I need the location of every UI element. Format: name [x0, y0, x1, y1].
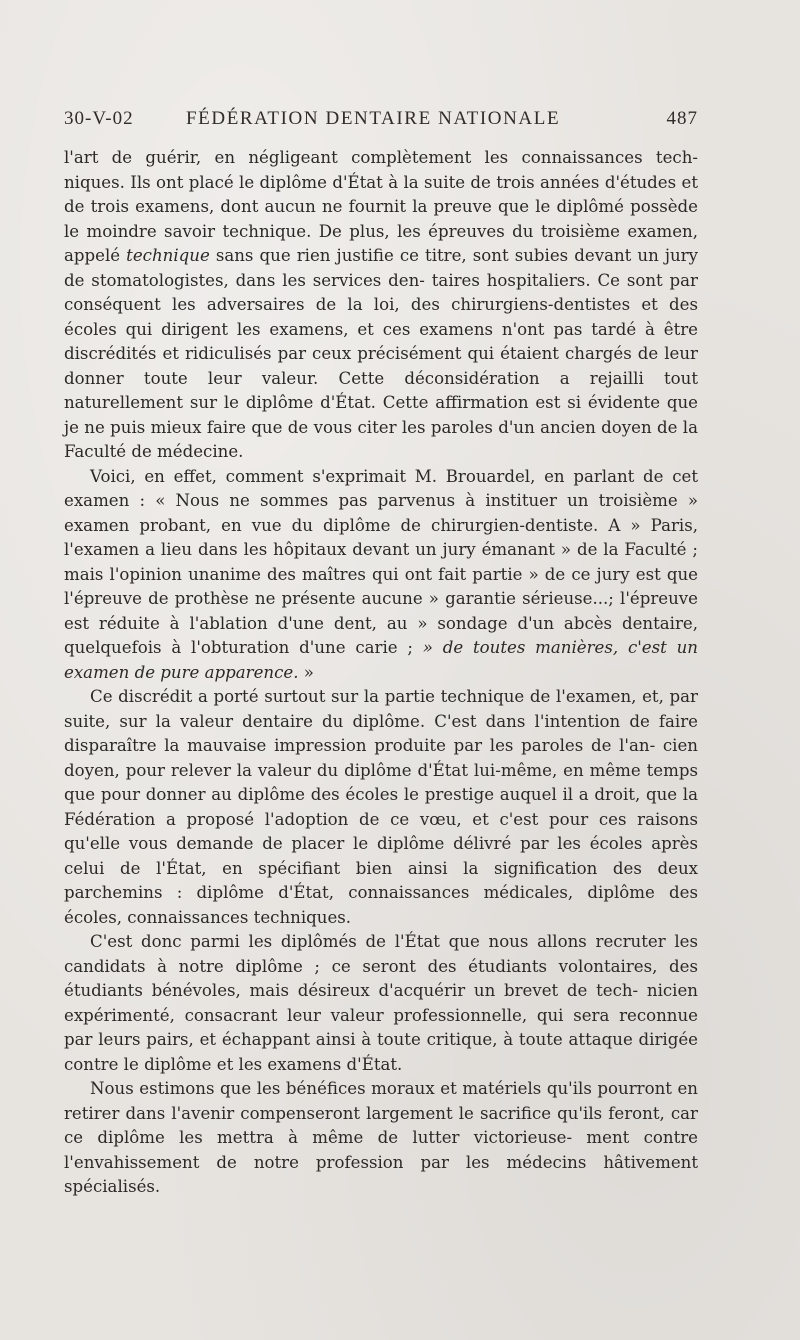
paragraph-3: Ce discrédit a porté surtout sur la partie technique de l'examen, et, par suite, sur la valeur dentaire du diplôme. C'est dans l'intention de faire disparaître la mauvaise impression produite par les paroles de l'an- cien doyen, pour relever la valeur du diplôme d'État lui-même, en même temps que pour donner au diplôme des écoles le prestige auquel il a droit, que la Fédération a proposé l'adoption de ce vœu, et c'est pour ces raisons qu'elle vous demande de placer le diplôme délivré par les écoles après celui de l'État, en spécifiant bien ainsi la signification des deux parchemins : diplôme d'État, connaissances médicales, diplôme des écoles, connaissances techniques. — [64, 687, 698, 927]
paragraph-2-text: Voici, en effet, comment s'exprimait M. Brouardel, en parlant de cet examen : « Nous ne sommes pas parvenus à instituer un troisième » examen probant, en vue du diplôme de chirurgien-dentiste. A » Paris, l'examen a lieu dans les hôpitaux devant un jury émanant » de la Faculté ; mais l'opinion unanime des maîtres qui ont fait partie » de ce jury est que l'épreuve de prothèse ne présente aucune » garantie sérieuse...; l'épreuve est réduite à l'ablation d'une dent, au » sondage d'un abcès dentaire, quelquefois à l'obturation d'une carie ; — [64, 466, 698, 657]
paragraph-2-italic: » de toutes manières, c'est un examen de pure apparence. — [64, 638, 698, 682]
header-date: 30-V-02 — [64, 108, 134, 129]
paragraph-5: Nous estimons que les bénéfices moraux et matériels qu'ils pourront en retirer dans l'avenir compenseront largement le sacrifice qu'ils feront, car ce diplôme les mettra à même de lutter victorieuse- ment contre l'envahissement de notre profession par les médecins hâtivement spécialisés. — [64, 1079, 698, 1196]
paragraph-1 — [64, 146, 698, 465]
paragraph-1-italic: technique — [126, 246, 210, 265]
paragraph-1-start: l'art de guérir, en négligeant complètement les connaissances tech- niques. Ils ont placé le diplôme d'État à la suite de trois années d'études et de trois examens, dont aucun ne fournit la preuve que le diplômé possède le moindre savoir technique. De plus, les épreuves du troisième examen, appelé — [64, 148, 698, 265]
paragraph-4: C'est donc parmi les diplômés de l'État que nous allons recruter les candidats à notre diplôme ; ce seront des étudiants volontaires, des étudiants bénévoles, mais désireux d'acquérir un brevet de tech- nicien expérimenté, consacrant leur valeur professionnelle, qui sera reconnue par leurs pairs, et échappant ainsi à toute critique, à toute attaque dirigée contre le diplôme et les examens d'État. — [64, 932, 698, 1074]
page-number: 487 — [666, 108, 698, 129]
paragraph-1-end: sans que rien justifie ce titre, sont subies devant un jury de stomatologistes, dans les services den- taires hospitaliers. Ce sont par conséquent les adversaires de la loi, des chirurgiens-dentistes et des écoles qui dirigent les examens, et ces examens n'ont pas tardé à être discrédités et ridiculisés par ceux précisément qui étaient chargés de leur donner toute leur valeur. Cette déconsidération a rejailli tout naturellement sur le diplôme d'État. Cette affirmation est si évidente que je ne puis mieux faire que de vous citer les paroles d'un ancien doyen de la Faculté de médecine. — [64, 246, 698, 461]
header-title: FÉDÉRATION DENTAIRE NATIONALE — [186, 108, 561, 129]
paragraph-2-close: » — [298, 662, 314, 682]
paragraph-2-quote — [64, 465, 698, 686]
body-text — [64, 146, 698, 1200]
running-header — [64, 108, 704, 138]
